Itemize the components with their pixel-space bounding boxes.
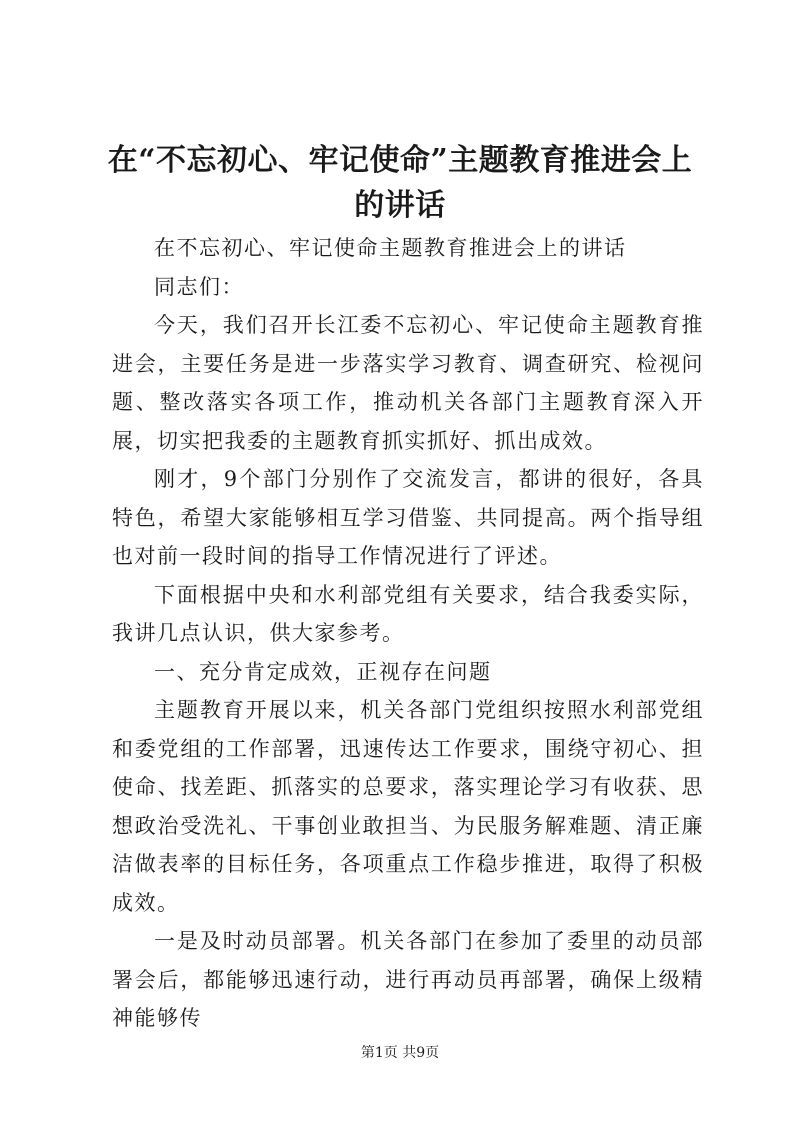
body-paragraph: 主题教育开展以来，机关各部门党组织按照水利部党组和委党组的工作部署，迅速传达工作要求，围绕守初心、担使命、找差距、抓落实的总要求，落实理论学习有收获、思想政治受洗礼、干事创业敢担当、为民服务解难题、清正廉洁做表率的目标任务，各项重点工作稳步推进，取得了积极成效。 [112, 698, 704, 915]
section-heading: 一、充分肯定成效，正视存在问题 [154, 659, 492, 684]
body-paragraph: 下面根据中央和水利部党组有关要求，结合我委实际，我讲几点认识，供大家参考。 [112, 582, 704, 645]
salutation-paragraph: 同志们： [154, 274, 244, 299]
body-paragraph: 今天，我们召开长江委不忘初心、牢记使命主题教育推进会，主要任务是进一步落实学习教育、调查研究、检视问题、整改落实各项工作，推动机关各部门主题教育深入开展，切实把我委的主题教育抓实抓好、抓出成效。 [112, 313, 704, 453]
body-paragraph: 刚才，9个部门分别作了交流发言，都讲的很好，各具特色，希望大家能够相互学习借鉴、共同提高。两个指导组也对前一段时间的指导工作情况进行了评述。 [112, 467, 704, 568]
subtitle-paragraph: 在不忘初心、牢记使命主题教育推进会上的讲话 [154, 236, 627, 260]
document-body [112, 229, 704, 1038]
body-paragraph: 一是及时动员部署。机关各部门在参加了委里的动员部署会后，都能够迅速行动，进行再动员再部署，确保上级精神能够传 [112, 929, 704, 1030]
document-title: 在“不忘初心、牢记使命”主题教育推进会上的讲话 [107, 143, 693, 223]
page-number-footer: 第1页 共9页 [360, 1045, 440, 1061]
